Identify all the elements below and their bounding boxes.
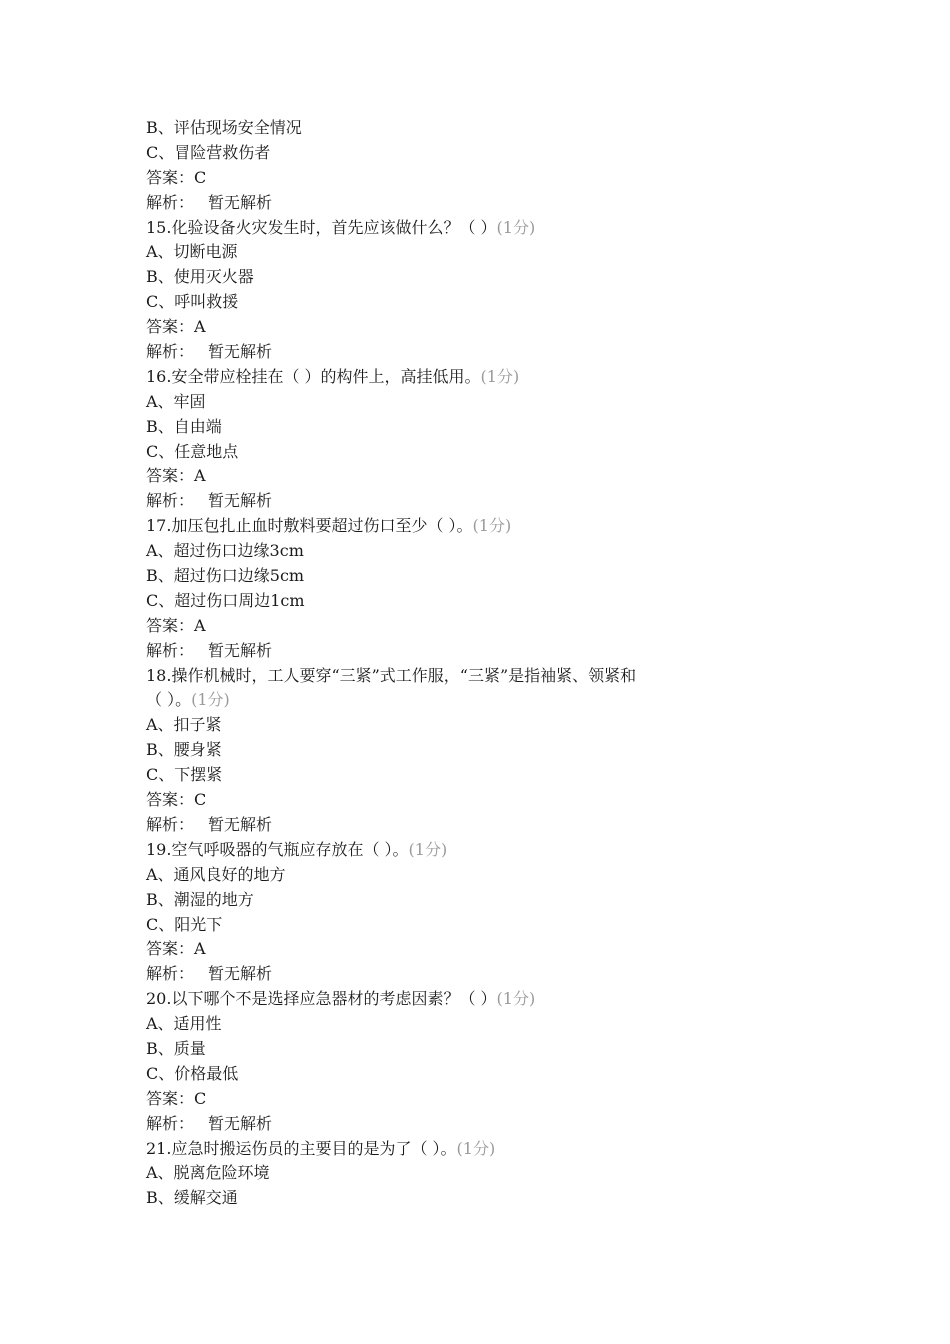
- answer-line: 答案：A: [146, 317, 206, 337]
- question-stem: [146, 1137, 806, 1162]
- option-line: C、下摆紧: [146, 765, 223, 785]
- option-line: A、脱离危险环境: [146, 1163, 270, 1183]
- analysis-line: [146, 489, 806, 514]
- option-line: B、缓解交通: [146, 1188, 238, 1208]
- answer-line: 答案：A: [146, 466, 206, 486]
- option-line: C、呼叫救援: [146, 292, 239, 312]
- option-line: A、牢固: [146, 391, 206, 411]
- answer-line: 答案：C: [146, 790, 207, 810]
- question-stem: [146, 216, 806, 241]
- analysis-text: 暂无解析: [208, 342, 273, 362]
- option-line: A、超过伤口边缘3cm: [146, 541, 304, 561]
- analysis-text: 暂无解析: [208, 814, 273, 834]
- stem-text: 20.以下哪个不是选择应急器材的考虑因素？（ ）: [146, 989, 497, 1009]
- question-stem: [146, 365, 806, 390]
- score-label: (1分): [456, 1138, 496, 1158]
- question-stem-continued: [146, 688, 806, 713]
- analysis-label: 解析：: [146, 640, 195, 660]
- score-label: (1分): [191, 690, 230, 710]
- stem-text: 17.加压包扎止血时敷料要超过伤口至少（ ）。: [146, 516, 473, 536]
- analysis-label: 解析：: [146, 192, 195, 212]
- answer-line: 答案：A: [146, 939, 206, 959]
- score-label: (1分): [480, 366, 520, 386]
- question-list: [146, 116, 806, 1211]
- option-line: C、冒险营救伤者: [146, 142, 271, 162]
- analysis-label: 解析：: [146, 342, 195, 362]
- option-line: A、扣子紧: [146, 715, 222, 735]
- analysis-label: 解析：: [146, 491, 195, 511]
- analysis-line: [146, 340, 806, 365]
- question-stem: [146, 987, 806, 1012]
- question-stem: 18.操作机械时，工人要穿“三紧”式工作服，“三紧”是指袖紧、领紧和: [146, 665, 637, 685]
- answer-line: 答案：A: [146, 615, 206, 635]
- analysis-line: [146, 639, 806, 664]
- option-line: B、评估现场安全情况: [146, 118, 302, 137]
- score-label: (1分): [496, 989, 536, 1009]
- score-label: (1分): [496, 217, 536, 237]
- question-stem: [146, 514, 806, 539]
- analysis-text: 暂无解析: [208, 640, 273, 660]
- analysis-text: 暂无解析: [208, 192, 273, 212]
- analysis-label: 解析：: [146, 814, 195, 834]
- analysis-line: [146, 1112, 806, 1137]
- stem-text: 21.应急时搬运伤员的主要目的是为了（ ）。: [146, 1138, 457, 1158]
- answer-line: 答案：C: [146, 1088, 207, 1108]
- score-label: (1分): [472, 516, 512, 536]
- option-line: C、超过伤口周边1cm: [146, 590, 305, 610]
- option-line: C、价格最低: [146, 1063, 239, 1083]
- option-line: B、超过伤口边缘5cm: [146, 566, 305, 586]
- option-line: C、阳光下: [146, 914, 223, 934]
- analysis-line: [146, 962, 806, 987]
- analysis-text: 暂无解析: [208, 491, 273, 511]
- analysis-text: 暂无解析: [208, 1113, 273, 1133]
- score-label: (1分): [408, 839, 448, 859]
- option-line: A、通风良好的地方: [146, 864, 286, 884]
- stem-text: 19.空气呼吸器的气瓶应存放在（ ）。: [146, 839, 409, 859]
- stem-text: （ ）。: [146, 690, 192, 710]
- analysis-line: [146, 191, 806, 216]
- option-line: B、自由端: [146, 416, 222, 436]
- option-line: A、切断电源: [146, 242, 238, 262]
- option-line: B、使用灭火器: [146, 267, 254, 287]
- question-stem: [146, 838, 806, 863]
- option-line: A、适用性: [146, 1014, 222, 1034]
- analysis-line: [146, 813, 806, 838]
- analysis-label: 解析：: [146, 964, 195, 984]
- option-line: B、潮湿的地方: [146, 889, 254, 909]
- analysis-label: 解析：: [146, 1113, 195, 1133]
- stem-text: 15.化验设备火灾发生时，首先应该做什么？（ ）: [146, 217, 497, 237]
- analysis-text: 暂无解析: [208, 964, 273, 984]
- option-line: B、质量: [146, 1038, 206, 1058]
- option-line: C、任意地点: [146, 441, 239, 461]
- stem-text: 16.安全带应栓挂在（ ）的构件上，高挂低用。: [146, 366, 481, 386]
- option-line: B、腰身紧: [146, 740, 222, 760]
- answer-line: 答案：C: [146, 167, 207, 187]
